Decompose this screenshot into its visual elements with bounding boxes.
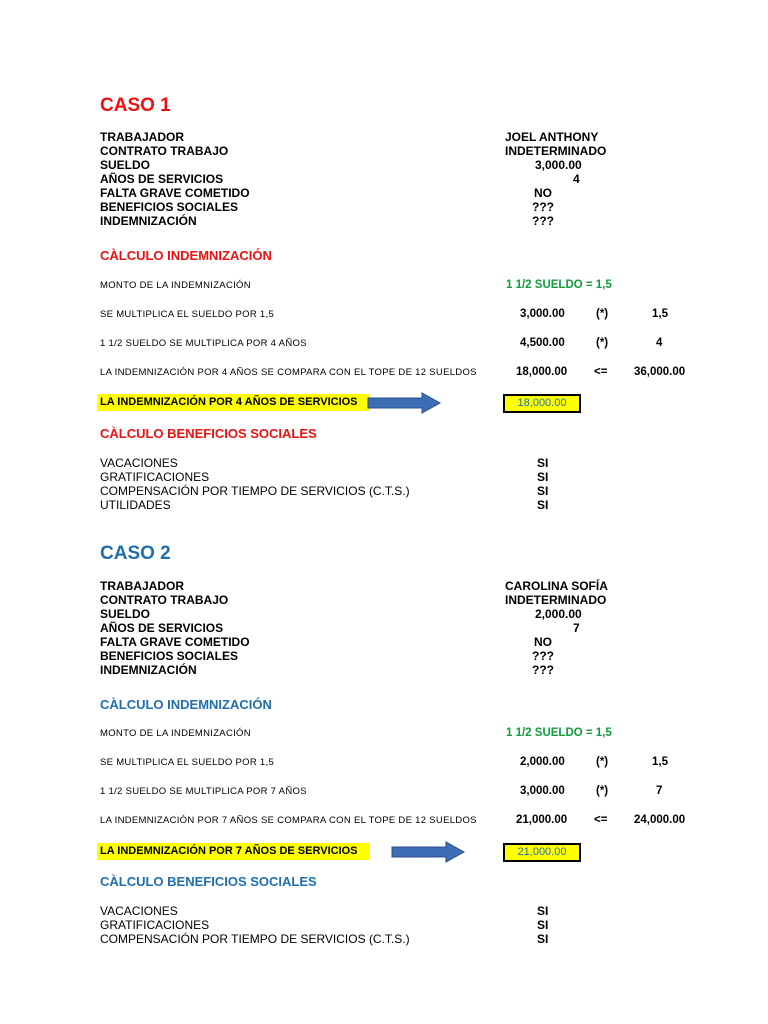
benef-value: SI	[537, 456, 549, 470]
info-value: INDETERMINADO	[505, 144, 607, 158]
caso1-result-label: LA INDEMNIZACIÓN POR 4 AÑOS DE SERVICIOS	[100, 396, 358, 408]
caso1-row3-a: 18,000.00	[516, 366, 568, 378]
info-value: 4	[573, 172, 580, 186]
info-value: 3,000.00	[535, 158, 582, 172]
info-label: AÑOS DE SERVICIOS	[100, 621, 224, 635]
caso2-info-labels	[100, 579, 250, 677]
info-label: INDEMNIZACIÓN	[100, 663, 197, 677]
caso1-row3-label: LA INDEMNIZACIÓN POR 4 AÑOS SE COMPARA CON EL TOPE DE 12 SUELDOS	[100, 367, 477, 378]
caso1-indem-title: CÀLCULO INDEMNIZACIÓN	[100, 248, 272, 263]
benef-value: SI	[537, 470, 549, 484]
caso2-monto-label: MONTO DE LA INDEMNIZACIÓN	[100, 728, 251, 739]
caso2-row3-b: 24,000.00	[634, 814, 686, 826]
info-value: NO	[534, 186, 552, 200]
caso2-benef-values	[537, 904, 548, 946]
benef-label: VACACIONES	[100, 456, 178, 470]
info-label: FALTA GRAVE COMETIDO	[100, 186, 250, 200]
benef-label: VACACIONES	[100, 904, 178, 918]
benef-value: SI	[537, 498, 549, 512]
caso1-row1-a: 3,000.00	[520, 308, 565, 320]
caso1-info-labels	[100, 130, 250, 228]
caso1-title: CASO 1	[100, 95, 171, 116]
right-arrow-icon	[390, 841, 466, 863]
info-label: TRABAJADOR	[100, 130, 184, 144]
info-value: JOEL ANTHONY	[505, 130, 599, 144]
caso2-row2-a: 3,000.00	[520, 785, 565, 797]
info-value: ???	[532, 663, 554, 677]
info-value: NO	[534, 635, 552, 649]
caso2-row1-label: SE MULTIPLICA EL SUELDO POR 1,5	[100, 757, 275, 768]
info-value: ???	[532, 649, 554, 663]
caso1-benef-labels	[100, 456, 410, 512]
caso1-row3-b: 36,000.00	[634, 366, 686, 378]
info-value: ???	[532, 200, 554, 214]
benef-value: SI	[537, 484, 549, 498]
caso1-benef-title: CÀLCULO BENEFICIOS SOCIALES	[100, 426, 317, 441]
caso2-result-label: LA INDEMNIZACIÓN POR 7 AÑOS DE SERVICIOS	[100, 845, 358, 857]
info-label: CONTRATO TRABAJO	[100, 144, 229, 158]
caso2-title: CASO 2	[100, 543, 171, 564]
info-value: ???	[532, 214, 554, 228]
benef-label: GRATIFICACIONES	[100, 918, 210, 932]
caso1-monto-value: 1 1/2 SUELDO = 1,5	[506, 279, 612, 291]
right-arrow-icon	[366, 392, 442, 414]
info-label: BENEFICIOS SOCIALES	[100, 200, 239, 214]
info-label: CONTRATO TRABAJO	[100, 593, 229, 607]
info-value: 7	[573, 621, 580, 635]
caso2-row1-a: 2,000.00	[520, 756, 565, 768]
caso1-benef-values	[537, 456, 548, 512]
caso2-info-values	[505, 579, 608, 677]
info-label: SUELDO	[100, 158, 151, 172]
caso2-indem-title: CÀLCULO INDEMNIZACIÓN	[100, 697, 272, 712]
caso1-info-values	[505, 130, 606, 228]
caso1-row2-label: 1 1/2 SUELDO SE MULTIPLICA POR 4 AÑOS	[100, 338, 307, 349]
caso2-row2-op: (*)	[596, 785, 609, 797]
caso2-monto-value: 1 1/2 SUELDO = 1,5	[506, 727, 612, 739]
info-label: SUELDO	[100, 607, 151, 621]
benef-value: SI	[537, 904, 549, 918]
info-label: AÑOS DE SERVICIOS	[100, 172, 224, 186]
caso2-row3-op: <=	[594, 814, 608, 826]
benef-value: SI	[537, 918, 549, 932]
caso2-row2-b: 7	[656, 785, 663, 797]
benef-label: COMPENSACIÓN POR TIEMPO DE SERVICIOS (C.T.S.)	[100, 484, 410, 498]
info-value: INDETERMINADO	[505, 593, 607, 607]
caso2-row1-op: (*)	[596, 756, 609, 768]
benef-value: SI	[537, 932, 549, 946]
info-label: FALTA GRAVE COMETIDO	[100, 635, 250, 649]
caso1-row1-label: SE MULTIPLICA EL SUELDO POR 1,5	[100, 309, 275, 320]
caso1-row2-b: 4	[656, 337, 663, 349]
info-label: BENEFICIOS SOCIALES	[100, 649, 239, 663]
caso1-row2-op: (*)	[596, 337, 609, 349]
info-label: TRABAJADOR	[100, 579, 184, 593]
caso1-row2-a: 4,500.00	[520, 337, 565, 349]
info-label: INDEMNIZACIÓN	[100, 214, 197, 228]
caso2-benef-labels	[100, 904, 410, 946]
caso1-row1-op: (*)	[596, 308, 609, 320]
caso2-row2-label: 1 1/2 SUELDO SE MULTIPLICA POR 7 AÑOS	[100, 786, 307, 797]
benef-label: UTILIDADES	[100, 498, 171, 512]
benef-label: COMPENSACIÓN POR TIEMPO DE SERVICIOS (C.T.S.)	[100, 932, 410, 946]
caso2-result-value: 21,000.00	[503, 843, 581, 862]
info-value: CAROLINA SOFÍA	[505, 579, 608, 593]
caso1-result-value: 18,000.00	[503, 394, 581, 413]
benef-label: GRATIFICACIONES	[100, 470, 210, 484]
caso1-monto-label: MONTO DE LA INDEMNIZACIÓN	[100, 280, 251, 291]
info-value: 2,000.00	[535, 607, 582, 621]
caso2-benef-title: CÀLCULO BENEFICIOS SOCIALES	[100, 874, 317, 889]
caso2-row3-label: LA INDEMNIZACIÓN POR 7 AÑOS SE COMPARA CON EL TOPE DE 12 SUELDOS	[100, 815, 477, 826]
caso1-row1-b: 1,5	[652, 308, 668, 320]
caso2-row1-b: 1,5	[652, 756, 668, 768]
caso2-row3-a: 21,000.00	[516, 814, 568, 826]
caso1-row3-op: <=	[594, 366, 608, 378]
